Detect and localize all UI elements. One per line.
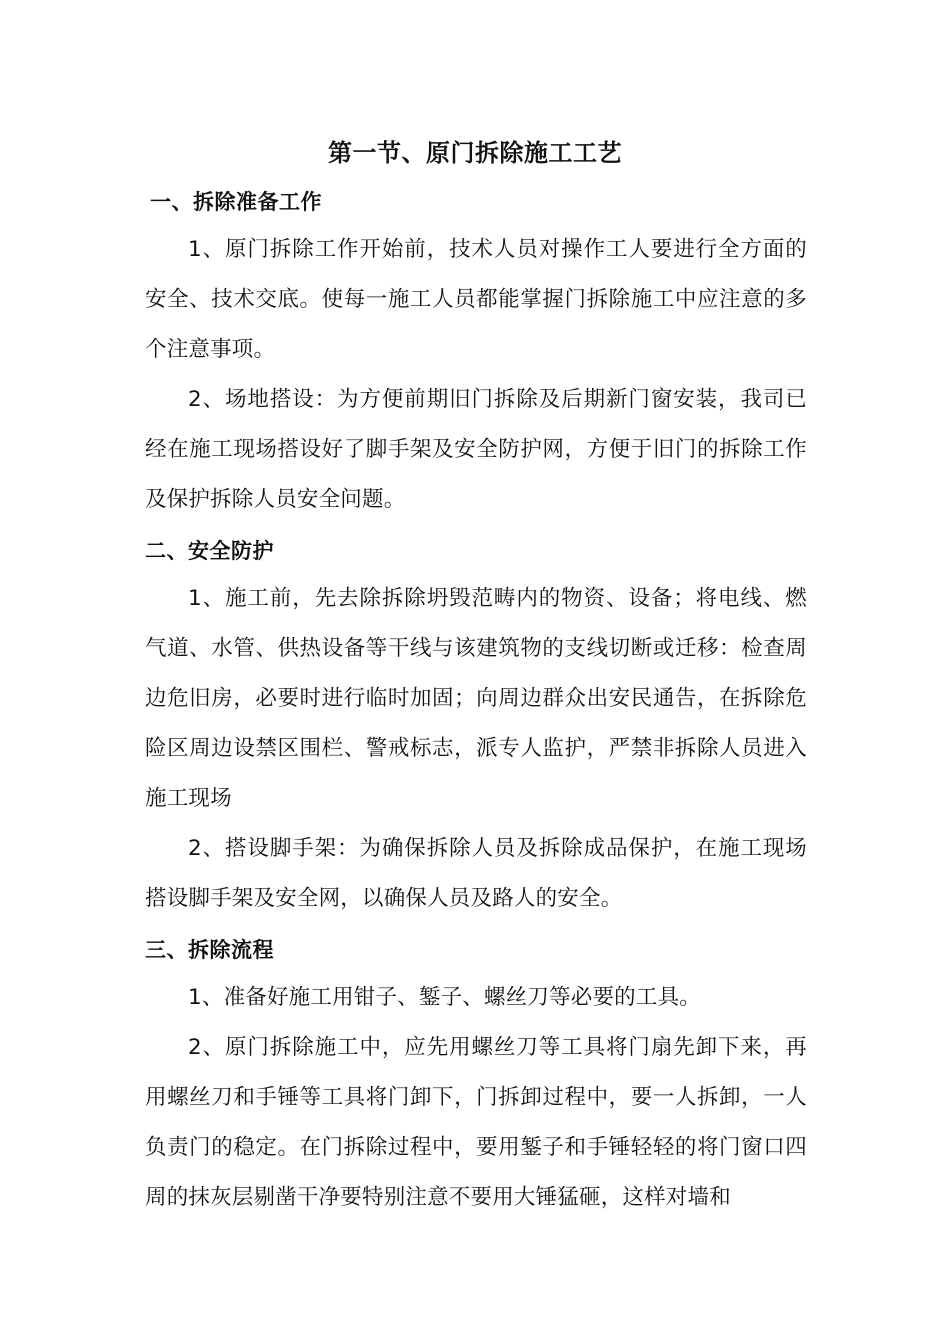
paragraph-preparation-2: 2、场地搭设：为方便前期旧门拆除及后期新门窗安装，我司已经在施工现场搭设好了脚手架及安全防护网，方便于旧门的拆除工作及保护拆除人员安全问题。 xyxy=(145,387,807,512)
paragraph-process-1: 1、准备好施工用钳子、錾子、螺丝刀等必要的工具。 xyxy=(188,985,701,1010)
section-heading-process: 三、拆除流程 xyxy=(145,938,274,962)
paragraph-safety-1: 1、施工前，先去除拆除坍毁范畴内的物资、设备；将电线、燃气道、水管、供热设备等干线与该建筑物的支线切断或迁移：检查周边危旧房，必要时进行临时加固；向周边群众出安民通告，在拆除危险区周边设禁区围栏、警戒标志，派专人监护，严禁非拆除人员进入施工现场 xyxy=(145,586,807,811)
paragraph-safety-2: 2、搭设脚手架：为确保拆除人员及拆除成品保护，在施工现场搭设脚手架及安全网，以确保人员及路人的安全。 xyxy=(145,836,807,911)
section-heading-preparation: 一、拆除准备工作 xyxy=(150,190,322,214)
document-title: 第一节、原门拆除施工工艺 xyxy=(328,139,622,167)
paragraph-preparation-1: 1、原门拆除工作开始前，技术人员对操作工人要进行全方面的安全、技术交底。使每一施工人员都能掌握门拆除施工中应注意的多个注意事项。 xyxy=(145,237,807,362)
paragraph-process-2: 2、原门拆除施工中，应先用螺丝刀等工具将门扇先卸下来，再用螺丝刀和手锤等工具将门卸下，门拆卸过程中，要一人拆卸，一人负责门的稳定。在门拆除过程中，要用錾子和手锤轻轻的将门窗口四周的抹灰层剔凿干净要特别注意不要用大锤猛砸，这样对墙和 xyxy=(145,1035,807,1210)
section-heading-safety: 二、安全防护 xyxy=(145,539,274,563)
